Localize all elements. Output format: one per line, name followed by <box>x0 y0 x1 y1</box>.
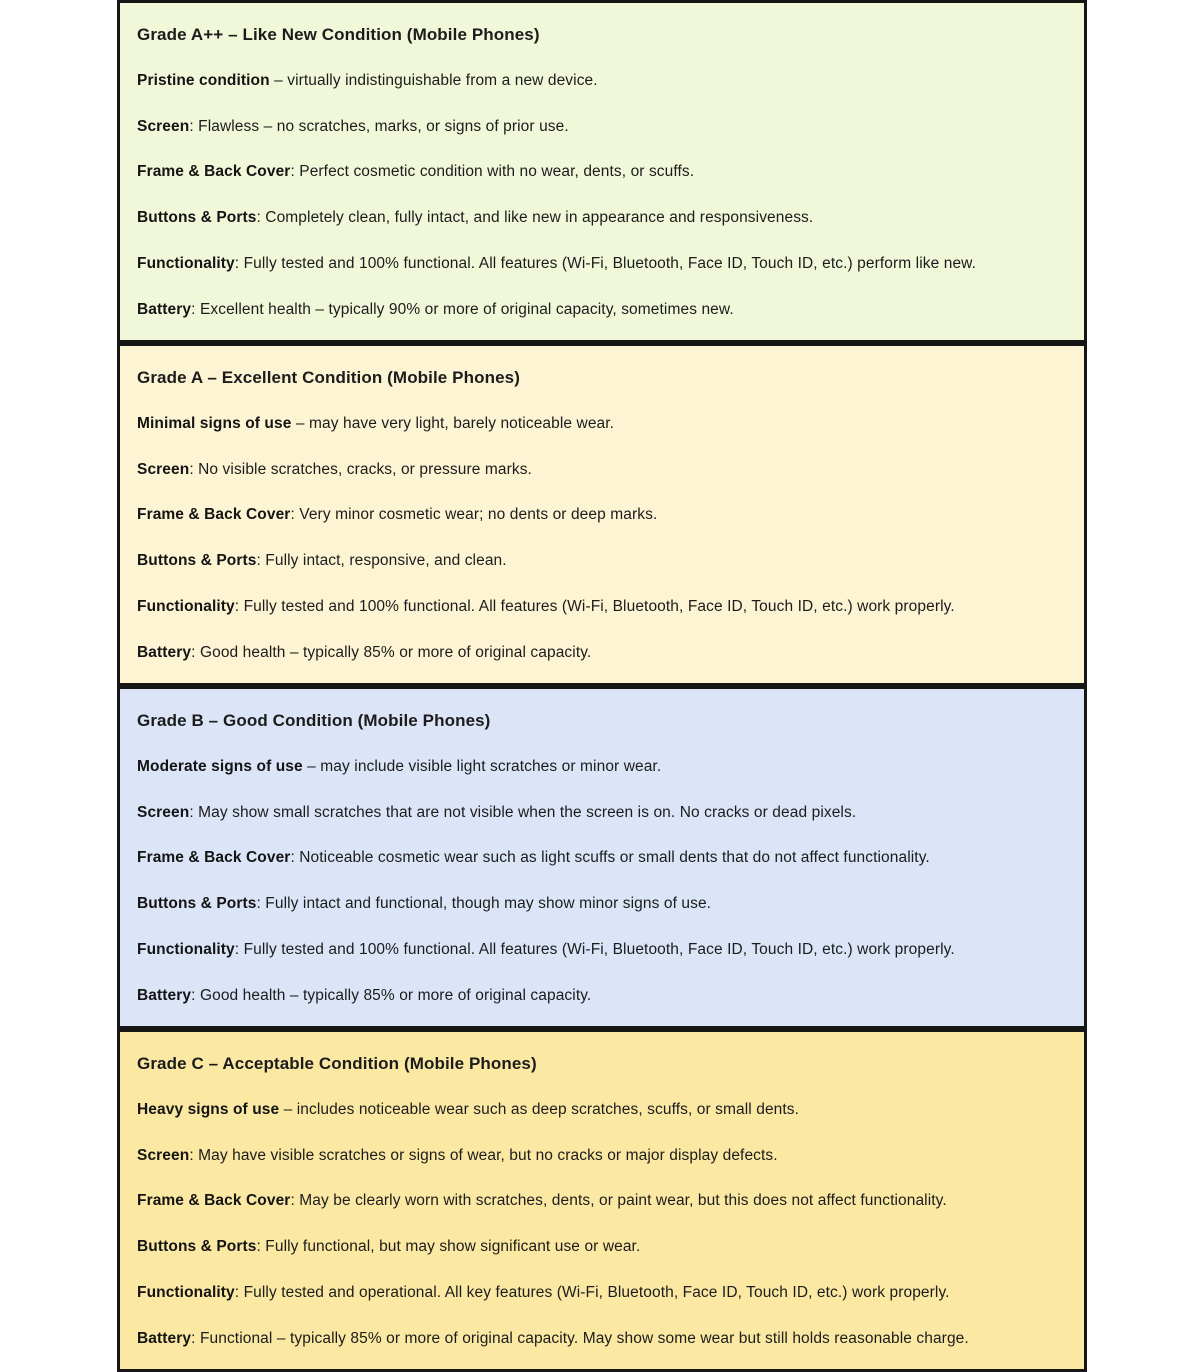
condition-label: Buttons & Ports <box>137 895 257 913</box>
condition-label: Buttons & Ports <box>137 552 257 570</box>
condition-label: Battery <box>137 1329 192 1347</box>
condition-text: : May have visible scratches or signs of wear, but no cracks or major display defects. <box>189 1146 778 1164</box>
condition-item <box>137 1133 1068 1179</box>
condition-item <box>137 835 1068 881</box>
section-title: Grade A – Excellent Condition (Mobile Phones) <box>137 368 520 387</box>
condition-label: Screen <box>137 1146 190 1164</box>
condition-label: Screen <box>137 803 190 821</box>
grade-a-plus-plus-section <box>117 0 1087 343</box>
condition-item <box>137 492 1068 538</box>
condition-text: – may include visible light scratches or minor wear. <box>302 757 662 775</box>
condition-item <box>137 401 1068 447</box>
condition-text: : Excellent health – typically 90% or more of original capacity, sometimes new. <box>191 300 734 318</box>
condition-item <box>137 630 1068 676</box>
condition-item <box>137 58 1068 104</box>
condition-label: Screen <box>137 460 190 478</box>
condition-item <box>137 1270 1068 1316</box>
condition-label: Functionality <box>137 254 235 272</box>
condition-text: : Fully intact and functional, though may show minor signs of use. <box>256 895 712 913</box>
condition-text: : Good health – typically 85% or more of original capacity. <box>191 643 592 661</box>
condition-item <box>137 584 1068 630</box>
condition-item <box>137 241 1068 287</box>
condition-text: : Fully tested and 100% functional. All features (Wi-Fi, Bluetooth, Face ID, Touch ID, etc.) work properly. <box>234 940 955 958</box>
condition-item <box>137 287 1068 333</box>
condition-text: : Fully tested and operational. All key features (Wi-Fi, Bluetooth, Face ID, Touch ID, etc.) work properly. <box>234 1283 950 1301</box>
grade-c-section <box>117 1029 1087 1372</box>
condition-label: Frame & Back Cover <box>137 506 291 524</box>
section-title: Grade C – Acceptable Condition (Mobile Phones) <box>137 1054 537 1073</box>
condition-text: : Perfect cosmetic condition with no wear, dents, or scuffs. <box>290 163 695 181</box>
section-title: Grade A++ – Like New Condition (Mobile Phones) <box>137 25 540 44</box>
condition-item <box>137 195 1068 241</box>
condition-text: – includes noticeable wear such as deep scratches, scuffs, or small dents. <box>279 1100 800 1118</box>
condition-text: : Fully intact, responsive, and clean. <box>256 552 507 570</box>
condition-text: : Completely clean, fully intact, and like new in appearance and responsiveness. <box>256 209 814 227</box>
condition-text: : Flawless – no scratches, marks, or signs of prior use. <box>189 117 569 135</box>
condition-label: Screen <box>137 117 190 135</box>
condition-label: Functionality <box>137 1283 235 1301</box>
condition-label: Frame & Back Cover <box>137 1192 291 1210</box>
condition-text: : May show small scratches that are not visible when the screen is on. No cracks or dead pixels. <box>189 803 857 821</box>
condition-item <box>137 1316 1068 1362</box>
condition-label: Pristine condition <box>137 71 270 89</box>
condition-item <box>137 973 1068 1019</box>
condition-label: Functionality <box>137 597 235 615</box>
condition-label: Functionality <box>137 940 235 958</box>
condition-item <box>137 790 1068 836</box>
condition-label: Battery <box>137 986 192 1004</box>
condition-item <box>137 927 1068 973</box>
condition-text: – may have very light, barely noticeable wear. <box>291 414 615 432</box>
condition-item <box>137 104 1068 150</box>
condition-text: : Functional – typically 85% or more of original capacity. May show some wear but still holds reasonable charge. <box>191 1329 969 1347</box>
condition-label: Battery <box>137 300 192 318</box>
condition-text: : Fully functional, but may show significant use or wear. <box>256 1238 641 1256</box>
condition-text: : Fully tested and 100% functional. All features (Wi-Fi, Bluetooth, Face ID, Touch ID, etc.) perform like new. <box>234 254 977 272</box>
condition-label: Frame & Back Cover <box>137 163 291 181</box>
condition-text: : May be clearly worn with scratches, dents, or paint wear, but this does not affect functionality. <box>290 1192 947 1210</box>
condition-item <box>137 881 1068 927</box>
condition-text: : No visible scratches, cracks, or pressure marks. <box>189 460 532 478</box>
condition-text: : Good health – typically 85% or more of original capacity. <box>191 986 592 1004</box>
condition-item <box>137 1224 1068 1270</box>
condition-label: Frame & Back Cover <box>137 849 291 867</box>
condition-label: Buttons & Ports <box>137 209 257 227</box>
grade-sections-stack <box>117 0 1087 1372</box>
condition-label: Battery <box>137 643 192 661</box>
condition-label: Buttons & Ports <box>137 1238 257 1256</box>
condition-item <box>137 744 1068 790</box>
condition-text: : Noticeable cosmetic wear such as light scuffs or small dents that do not affect functionality. <box>290 849 930 867</box>
condition-label: Minimal signs of use <box>137 414 292 432</box>
condition-item <box>137 1087 1068 1133</box>
condition-item <box>137 149 1068 195</box>
condition-item <box>137 447 1068 493</box>
condition-text: : Very minor cosmetic wear; no dents or deep marks. <box>290 506 658 524</box>
grade-b-section <box>117 686 1087 1029</box>
condition-label: Heavy signs of use <box>137 1100 280 1118</box>
grade-a-section <box>117 343 1087 686</box>
condition-item <box>137 1178 1068 1224</box>
condition-label: Moderate signs of use <box>137 757 303 775</box>
condition-text: : Fully tested and 100% functional. All features (Wi-Fi, Bluetooth, Face ID, Touch ID, etc.) work properly. <box>234 597 955 615</box>
condition-text: – virtually indistinguishable from a new device. <box>269 71 598 89</box>
section-title: Grade B – Good Condition (Mobile Phones) <box>137 711 491 730</box>
condition-item <box>137 538 1068 584</box>
